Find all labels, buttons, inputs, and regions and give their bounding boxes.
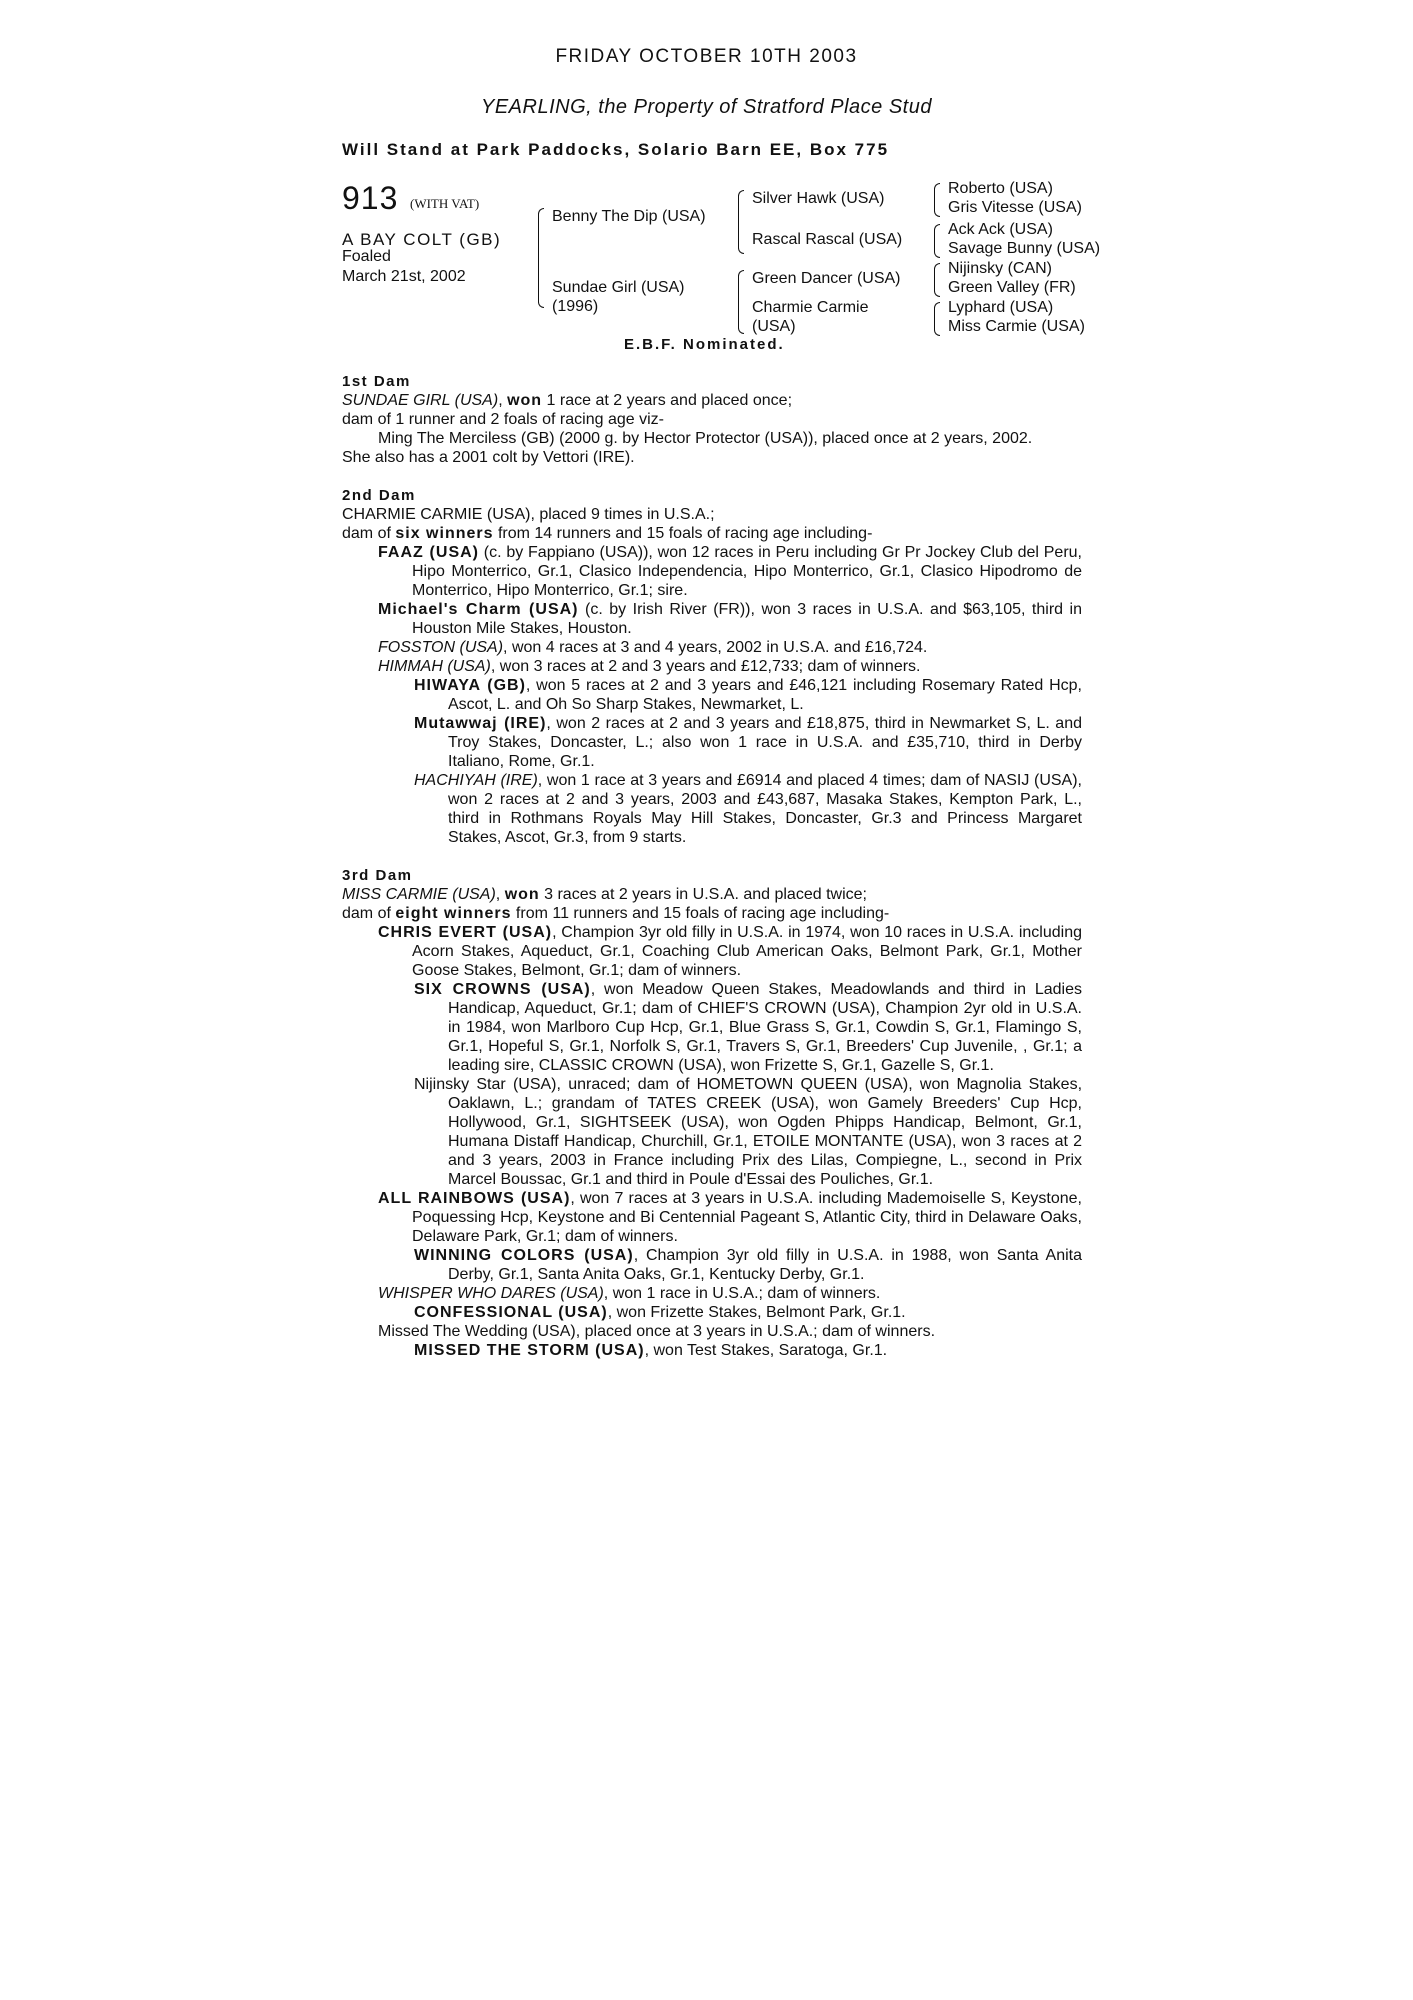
pedigree-sdd: Savage Bunny (USA) xyxy=(948,240,1101,257)
third-dam-winners: eight winners xyxy=(395,905,512,922)
third-dam-line: MISS CARMIE (USA), won 3 races at 2 years in U.S.A. and placed twice; xyxy=(342,886,867,903)
second-dam-winners: six winners xyxy=(395,525,494,542)
entry-name: Missed The Wedding (USA) xyxy=(378,1323,576,1340)
third-dam-name: MISS CARMIE (USA) xyxy=(342,886,496,903)
produce-entry xyxy=(342,923,1082,980)
pedigree-dam: Sundae Girl (USA) xyxy=(552,279,685,296)
pedigree-brace xyxy=(934,302,940,336)
pedigree-sds: Ack Ack (USA) xyxy=(948,221,1053,238)
second-dam-heading: 2nd Dam xyxy=(342,487,416,504)
produce-entry xyxy=(342,676,1082,714)
entry-text: , won 1 race at 3 years and £6914 and placed 4 times; dam of NASIJ (USA), won 2 races at 2 and 3 years, 2003 and £43,687, Masaka Stakes, Kempton Park, L., third in Rothmans Royals May Hill Stakes, Doncaster, Gr.3 and Princess Margaret Stakes, Ascot, Gr.3, from 9 starts. xyxy=(448,772,1082,846)
vat-note: (WITH VAT) xyxy=(410,196,480,211)
pedigree-brace xyxy=(738,190,744,254)
produce-entry xyxy=(342,657,1082,676)
pedigree-dss: Nijinsky (CAN) xyxy=(948,260,1052,277)
entry-name: HIWAYA (GB) xyxy=(414,677,526,694)
entry-name: HIMMAH (USA) xyxy=(378,658,491,675)
first-dam-line-rest: 1 race at 2 years and placed once; xyxy=(542,392,793,409)
entry-text: , won Frizette Stakes, Belmont Park, Gr.1. xyxy=(607,1304,906,1321)
pedigree-dsd: Green Valley (FR) xyxy=(948,279,1076,296)
pedigree-sss: Roberto (USA) xyxy=(948,180,1053,197)
pedigree-ds: Green Dancer (USA) xyxy=(752,270,901,287)
first-dam-name: SUNDAE GIRL (USA) xyxy=(342,392,499,409)
produce-entry xyxy=(342,638,1082,657)
entry-name: Mutawwaj (IRE) xyxy=(414,715,547,732)
entry-text: , won 7 races at 3 years in U.S.A. including Mademoiselle S, Keystone, Poquessing Hcp, Keystone and Bi Centennial Pageant S, Atlantic City, third in Delaware Oaks, Delaware Park, Gr.1; dam of winners. xyxy=(412,1190,1083,1245)
produce-entry xyxy=(342,714,1082,771)
second-dam-line: CHARMIE CARMIE (USA), placed 9 times in U.S.A.; xyxy=(342,506,715,523)
third-dam-produce-a: dam of xyxy=(342,905,396,922)
third-dam-produce xyxy=(342,904,1082,923)
entry-text: , won Test Stakes, Saratoga, Gr.1. xyxy=(644,1342,888,1359)
second-dam-produce-a: dam of xyxy=(342,525,396,542)
second-dam-produce-c: from 14 runners and 15 foals of racing age including- xyxy=(493,525,873,542)
entry-name: SIX CROWNS (USA) xyxy=(414,981,591,998)
entry-text: , won 4 races at 3 and 4 years, 2002 in U.S.A. and £16,724. xyxy=(503,639,928,656)
pedigree-dd-2: (USA) xyxy=(752,318,796,335)
third-dam-heading: 3rd Dam xyxy=(342,867,413,884)
entry-name: CONFESSIONAL (USA) xyxy=(414,1304,608,1321)
foaled-date: March 21st, 2002 xyxy=(342,268,466,285)
entry-text: , won 5 races at 2 and 3 years and £46,121 including Rosemary Rated Hcp, Ascot, L. and Oh So Sharp Stakes, Newmarket, L. xyxy=(448,677,1082,713)
pedigree-sire: Benny The Dip (USA) xyxy=(552,208,706,225)
entry-name: Nijinsky Star (USA) xyxy=(414,1076,557,1093)
entry-name: ALL RAINBOWS (USA) xyxy=(378,1190,571,1207)
entry-text: , Champion 3yr old filly in U.S.A. in 1988, won Santa Anita Derby, Gr.1, Santa Anita Oaks, Gr.1, Kentucky Derby, Gr.1. xyxy=(448,1247,1083,1283)
sale-date: FRIDAY OCTOBER 10TH 2003 xyxy=(555,46,858,67)
produce-entry xyxy=(342,1303,1082,1322)
produce-entry xyxy=(342,1322,1082,1341)
produce-entry xyxy=(342,1189,1082,1246)
first-dam-won: won xyxy=(507,392,543,409)
entry-name: FAAZ (USA) xyxy=(378,544,479,561)
pedigree-dds: Lyphard (USA) xyxy=(948,299,1054,316)
entry-name: CHRIS EVERT (USA) xyxy=(378,924,553,941)
entry-text: , won 1 race in U.S.A.; dam of winners. xyxy=(603,1285,881,1302)
lot-description: A BAY COLT (GB) xyxy=(342,230,502,249)
entry-text: (c. by Irish River (FR)), won 3 races in U.S.A. and $63,105, third in Houston Mile Stakes, Houston. xyxy=(412,601,1082,637)
pedigree-brace xyxy=(934,263,940,297)
lot-number: 913 xyxy=(342,180,399,216)
first-dam-runner: Ming The Merciless (GB) (2000 g. by Hector Protector (USA)), placed once at 2 years, 2002. xyxy=(378,430,1033,447)
ebf-nominated: E.B.F. Nominated. xyxy=(624,336,785,353)
entry-name: HACHIYAH (IRE) xyxy=(414,772,538,789)
pedigree-brace xyxy=(934,183,940,217)
produce-record xyxy=(342,372,1082,1360)
first-dam-heading: 1st Dam xyxy=(342,373,411,390)
pedigree-ss: Silver Hawk (USA) xyxy=(752,190,885,207)
entry-text: , Champion 3yr old filly in U.S.A. in 1974, won 10 races in U.S.A. including Acorn Stakes, Aqueduct, Gr.1, Coaching Club American Oaks, Belmont Park, Gr.1, Mother Goose Stakes, Belmont, Gr.1; dam of winners. xyxy=(412,924,1083,979)
entry-name: WINNING COLORS (USA) xyxy=(414,1247,634,1264)
property-line: YEARLING, the Property of Stratford Place Stud xyxy=(481,96,932,118)
third-dam-won: won xyxy=(504,886,540,903)
produce-entry xyxy=(342,1075,1082,1189)
produce-entry xyxy=(342,543,1082,600)
entry-text: , won Meadow Queen Stakes, Meadowlands and third in Ladies Handicap, Aqueduct, Gr.1; dam of CHIEF'S CROWN (USA), Champion 2yr old in U.S.A. in 1984, won Marlboro Cup Hcp, Gr.1, Blue Grass S, Gr.1, Cowdin S, Gr.1, Flamingo S, Gr.1, Hopeful S, Gr.1, Norfolk S, Gr.1, Travers S, Gr.1, Breeders' Cup Juvenile, , Gr.1; a leading sire, CLASSIC CROWN (USA), won Frizette S, Gr.1, Gazelle S, Gr.1. xyxy=(448,981,1083,1074)
pedigree-sd: Rascal Rascal (USA) xyxy=(752,231,903,248)
foaled-label: Foaled xyxy=(342,248,391,265)
first-dam-line: SUNDAE GIRL (USA), won 1 race at 2 years and placed once; xyxy=(342,392,793,409)
produce-entry xyxy=(342,771,1082,847)
entry-text: , placed once at 3 years in U.S.A.; dam of winners. xyxy=(575,1323,936,1340)
pedigree-ddd: Miss Carmie (USA) xyxy=(948,318,1085,335)
pedigree-brace xyxy=(738,270,744,334)
pedigree-dd: Charmie Carmie xyxy=(752,299,869,316)
produce-entry xyxy=(342,600,1082,638)
entry-name: FOSSTON (USA) xyxy=(378,639,504,656)
first-dam-also: She also has a 2001 colt by Vettori (IRE). xyxy=(342,449,635,466)
produce-entry xyxy=(342,1246,1082,1284)
pedigree-dam-year: (1996) xyxy=(552,298,599,315)
pedigree-ssd: Gris Vitesse (USA) xyxy=(948,199,1082,216)
stand-location: Will Stand at Park Paddocks, Solario Barn EE, Box 775 xyxy=(342,140,890,159)
entry-name: MISSED THE STORM (USA) xyxy=(414,1342,645,1359)
produce-entry xyxy=(342,980,1082,1075)
pedigree-brace xyxy=(934,224,940,258)
third-dam-produce-c: from 11 runners and 15 foals of racing age including- xyxy=(511,905,890,922)
entry-name: Michael's Charm (USA) xyxy=(378,601,579,618)
entry-text: , won 2 races at 2 and 3 years and £18,875, third in Newmarket S, L. and Troy Stakes, Doncaster, L.; also won 1 race in U.S.A. and £35,710, third in Derby Italiano, Rome, Gr.1. xyxy=(448,715,1082,770)
produce-entry xyxy=(342,1341,1082,1360)
entry-text: , unraced; dam of HOMETOWN QUEEN (USA), won Magnolia Stakes, Oaklawn, L.; grandam of TATES CREEK (USA), won Gamely Breeders' Cup Hcp, Hollywood, Gr.1, SIGHTSEEK (USA), won Ogden Phipps Handicap, Belmont, Gr.1, Humana Distaff Handicap, Churchill, Gr.1, ETOILE MONTANTE (USA), won 3 races at 2 and 3 years, 2003 in France including Prix des Lilas, Compiegne, L., second in Prix Marcel Boussac, Gr.1 and third in Poule d'Essai des Pouliches, Gr.1. xyxy=(448,1076,1083,1188)
entry-text: (c. by Fappiano (USA)), won 12 races in Peru including Gr Pr Jockey Club del Peru, Hipo Monterrico, Gr.1, Clasico Independencia, Hipo Monterrico, Gr.1, Clasico Hipodromo de Monterrico, Hipo Monterrico, Gr.1; sire. xyxy=(412,544,1083,599)
third-dam-line-rest: 3 races at 2 years in U.S.A. and placed twice; xyxy=(539,886,867,903)
entry-name: WHISPER WHO DARES (USA) xyxy=(378,1285,604,1302)
first-dam-produce: dam of 1 runner and 2 foals of racing age viz- xyxy=(342,411,664,428)
second-dam-produce xyxy=(342,524,1082,543)
produce-entry xyxy=(342,1284,1082,1303)
entry-text: , won 3 races at 2 and 3 years and £12,733; dam of winners. xyxy=(490,658,921,675)
pedigree-brace xyxy=(538,208,544,308)
